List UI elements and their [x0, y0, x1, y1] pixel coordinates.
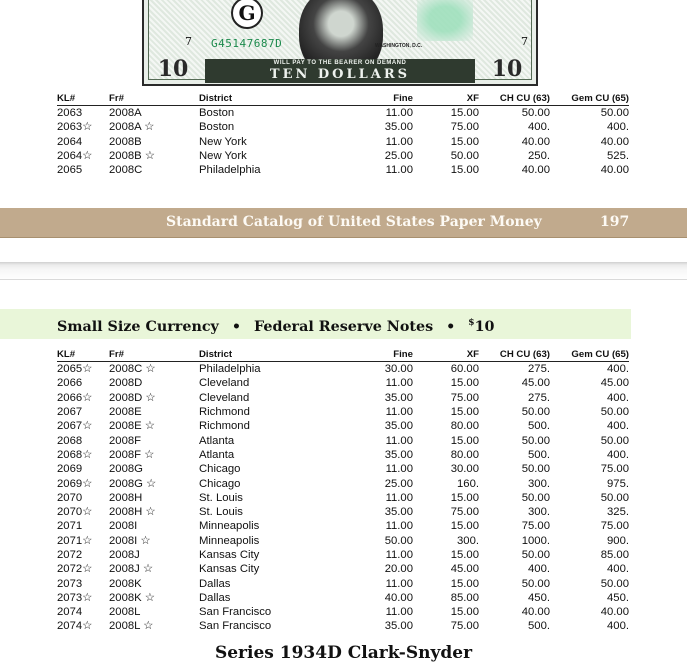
cell-gemcu: 40.00 [600, 164, 629, 177]
currency-symbol: $ [468, 318, 475, 328]
cell-district: Richmond [199, 420, 250, 433]
cell-fr: 2008D ☆ [109, 391, 156, 404]
table-row [57, 149, 629, 163]
cell-gemcu: 85.00 [600, 549, 629, 561]
table-row [57, 476, 629, 490]
cell-district: Richmond [199, 406, 250, 419]
cell-fr: 2008D [109, 377, 143, 390]
cell-xf: 75.00 [450, 506, 479, 519]
cell-fine: 11.00 [385, 577, 413, 590]
column-header-kl: KL# [57, 92, 109, 106]
table-row [57, 505, 629, 519]
cell-fr: 2008I ☆ [109, 534, 151, 547]
table-row [57, 491, 629, 505]
cell-xf: 15.00 [450, 135, 479, 148]
cell-gemcu: 400. [607, 420, 629, 433]
table-row [57, 462, 629, 476]
cell-gemcu: 75.00 [600, 463, 629, 476]
bullet-separator: • [231, 319, 241, 335]
cell-fine: 11.00 [385, 107, 413, 120]
federal-reserve-seal: G [231, 0, 263, 29]
cell-fine: 11.00 [385, 491, 413, 504]
section-category: Small Size Currency [57, 319, 219, 335]
page-number: 197 [600, 214, 630, 230]
cell-district: Kansas City [199, 549, 260, 561]
cell-fr: 2008G [109, 463, 143, 476]
cell-chcu: 50.00 [521, 577, 550, 590]
cell-xf: 15.00 [450, 520, 479, 533]
cell-fr: 2008J [109, 549, 140, 561]
column-header-gemcu: Gem CU (65) [550, 92, 629, 106]
cell-district: Cleveland [199, 391, 250, 404]
cell-fr: 2008B ☆ [109, 150, 155, 163]
table-row [57, 576, 629, 590]
cell-chcu: 275. [528, 391, 550, 404]
series-title: Series 1934D Clark-Snyder [214, 643, 473, 663]
cell-fine: 25.00 [384, 477, 413, 490]
cell-gemcu: 50.00 [600, 434, 629, 447]
cell-xf: 60.00 [450, 363, 479, 376]
cell-chcu: 400. [528, 563, 550, 576]
cell-gemcu: 325. [607, 506, 629, 519]
cell-district: Minneapolis [199, 534, 260, 547]
cell-kl: 2074 [57, 606, 83, 619]
cell-fr: 2008A ☆ [109, 121, 155, 134]
section-header [0, 309, 631, 339]
table-row [57, 362, 629, 377]
cell-xf: 80.00 [450, 420, 479, 433]
table-row [57, 120, 629, 134]
denomination-amount: 10 [474, 319, 495, 335]
column-header-xf: XF [413, 348, 479, 362]
cell-chcu: 400. [528, 121, 550, 134]
cell-district: San Francisco [199, 606, 272, 619]
column-header-kl: KL# [57, 348, 109, 362]
cell-fr: 2008E [109, 406, 142, 419]
serial-number: G45147687D [211, 37, 283, 50]
cell-kl: 2074☆ [57, 620, 93, 633]
cell-fr: 2008C [109, 164, 143, 177]
treasury-seal [417, 0, 473, 41]
cell-fine: 11.00 [385, 406, 413, 419]
cell-gemcu: 40.00 [600, 606, 629, 619]
cell-chcu: 45.00 [521, 377, 550, 390]
cell-gemcu: 50.00 [600, 107, 629, 120]
cell-district: San Francisco [199, 620, 272, 633]
cell-kl: 2073 [57, 577, 83, 590]
cell-fr: 2008F ☆ [109, 448, 155, 461]
cell-fine: 11.00 [385, 549, 413, 561]
cell-xf: 30.00 [450, 463, 479, 476]
cell-fine: 11.00 [385, 606, 413, 619]
cell-kl: 2066☆ [57, 391, 93, 404]
cell-gemcu: 40.00 [600, 135, 629, 148]
cell-xf: 75.00 [450, 121, 479, 134]
obligation-text: WILL PAY TO THE BEARER ON DEMAND [273, 60, 407, 66]
cell-gemcu: 400. [607, 563, 629, 576]
cell-fr: 2008L [109, 606, 141, 619]
cell-kl: 2064☆ [57, 150, 93, 163]
table-row [57, 534, 629, 548]
footer-title: Standard Catalog of United States Paper Money [166, 214, 542, 230]
cell-gemcu: 400. [607, 620, 629, 633]
column-header-fine: Fine [339, 92, 413, 106]
column-header-gemcu: Gem CU (65) [550, 348, 629, 362]
cell-xf: 80.00 [450, 448, 479, 461]
cell-kl: 2069 [57, 463, 83, 476]
cell-gemcu: 450. [607, 591, 629, 604]
section-subcategory: Federal Reserve Notes [254, 319, 434, 335]
cell-chcu: 250. [528, 150, 550, 163]
cell-gemcu: 75.00 [600, 520, 629, 533]
cell-fine: 35.00 [384, 620, 413, 633]
catalog-table-top [57, 92, 629, 177]
cell-district: Atlanta [199, 434, 235, 447]
cell-gemcu: 400. [607, 448, 629, 461]
cell-district: St. Louis [199, 491, 243, 504]
banknote-image [142, 0, 538, 86]
cell-fine: 35.00 [384, 448, 413, 461]
cell-district: Minneapolis [199, 520, 260, 533]
table-row [57, 448, 629, 462]
cell-xf: 15.00 [450, 377, 479, 390]
table-row [57, 106, 629, 121]
cell-xf: 75.00 [450, 391, 479, 404]
cell-fr: 2008A [109, 107, 142, 120]
table-row [57, 519, 629, 533]
cell-district: Dallas [199, 591, 231, 604]
cell-gemcu: 400. [607, 391, 629, 404]
cell-chcu: 275. [528, 363, 550, 376]
cell-district: Boston [199, 121, 235, 134]
cell-district: St. Louis [199, 506, 243, 519]
cell-chcu: 40.00 [521, 135, 550, 148]
cell-xf: 85.00 [450, 591, 479, 604]
cell-fr: 2008H ☆ [109, 506, 156, 519]
cell-gemcu: 50.00 [600, 491, 629, 504]
cell-chcu: 40.00 [521, 606, 550, 619]
column-header-xf: XF [413, 92, 479, 106]
cell-chcu: 300. [528, 506, 550, 519]
cell-fine: 11.00 [385, 520, 413, 533]
cell-chcu: 50.00 [521, 463, 550, 476]
cell-kl: 2068☆ [57, 448, 93, 461]
cell-gemcu: 400. [607, 363, 629, 376]
catalog-table-bottom [57, 348, 629, 634]
cell-chcu: 1000. [521, 534, 550, 547]
cell-fine: 35.00 [384, 420, 413, 433]
cell-kl: 2064 [57, 135, 83, 148]
corner-value-right: 10 [491, 56, 523, 82]
cell-kl: 2071 [57, 520, 83, 533]
cell-kl: 2068 [57, 434, 83, 447]
table-row [57, 562, 629, 576]
cell-fine: 40.00 [384, 591, 413, 604]
cell-fr: 2008J ☆ [109, 563, 154, 576]
cell-fr: 2008H [109, 491, 143, 504]
cell-kl: 2067 [57, 406, 83, 419]
cell-fine: 11.00 [385, 377, 413, 390]
cell-fr: 2008G ☆ [109, 477, 157, 490]
cell-fine: 11.00 [385, 463, 413, 476]
cell-district: Dallas [199, 577, 231, 590]
cell-fine: 11.00 [385, 434, 413, 447]
cell-chcu: 75.00 [521, 520, 550, 533]
cell-kl: 2065☆ [57, 363, 93, 376]
cell-fine: 11.00 [385, 164, 413, 177]
cell-district: New York [199, 135, 247, 148]
cell-kl: 2067☆ [57, 420, 93, 433]
cell-kl: 2071☆ [57, 534, 93, 547]
cell-chcu: 50.00 [521, 406, 550, 419]
plate-number-right: 7 [521, 35, 528, 48]
cell-kl: 2069☆ [57, 477, 93, 490]
cell-fine: 11.00 [385, 135, 413, 148]
cell-kl: 2063 [57, 107, 83, 120]
cell-xf: 15.00 [450, 549, 479, 561]
section-header-text [57, 309, 494, 341]
plate-number-left: 7 [185, 35, 192, 48]
table-row [57, 405, 629, 419]
cell-xf: 15.00 [450, 164, 479, 177]
cell-fr: 2008L ☆ [109, 620, 154, 633]
cell-gemcu: 400. [607, 121, 629, 134]
table-row [57, 135, 629, 149]
column-header-district: District [199, 348, 339, 362]
page-separator-line [0, 279, 687, 280]
cell-gemcu: 45.00 [600, 377, 629, 390]
table-row [57, 605, 629, 619]
cell-district: Philadelphia [199, 363, 261, 376]
table-row [57, 619, 629, 633]
banknote-engraving [148, 0, 532, 80]
cell-chcu: 40.00 [521, 164, 550, 177]
column-header-fine: Fine [339, 348, 413, 362]
cell-chcu: 450. [528, 591, 550, 604]
cell-xf: 15.00 [450, 577, 479, 590]
cell-gemcu: 525. [607, 150, 629, 163]
table-row [57, 548, 629, 562]
column-header-chcu: CH CU (63) [479, 92, 550, 106]
cell-xf: 15.00 [450, 491, 479, 504]
cell-chcu: 50.00 [521, 107, 550, 120]
cell-district: Chicago [199, 463, 241, 476]
cell-fr: 2008B [109, 135, 142, 148]
cell-gemcu: 975. [607, 477, 629, 490]
column-header-fr: Fr# [109, 92, 199, 106]
column-header-fr: Fr# [109, 348, 199, 362]
cell-district: Atlanta [199, 448, 235, 461]
cell-xf: 75.00 [450, 620, 479, 633]
cell-xf: 15.00 [450, 107, 479, 120]
cell-gemcu: 50.00 [600, 406, 629, 419]
cell-fr: 2008F [109, 434, 142, 447]
cell-fr: 2008K ☆ [109, 591, 155, 604]
table-row [57, 391, 629, 405]
cell-xf: 15.00 [450, 406, 479, 419]
table-row [57, 376, 629, 390]
cell-kl: 2072☆ [57, 563, 93, 576]
denomination-text: TEN DOLLARS [269, 67, 411, 82]
cell-chcu: 500. [528, 420, 550, 433]
cell-fr: 2008K [109, 577, 142, 590]
cell-district: Boston [199, 107, 235, 120]
cell-chcu: 500. [528, 448, 550, 461]
cell-district: Kansas City [199, 563, 260, 576]
cell-chcu: 50.00 [521, 491, 550, 504]
cell-fr: 2008E ☆ [109, 420, 155, 433]
cell-fine: 30.00 [384, 363, 413, 376]
cell-district: Philadelphia [199, 164, 261, 177]
denomination-band [205, 59, 475, 83]
cell-chcu: 50.00 [521, 549, 550, 561]
table-row [57, 433, 629, 447]
cell-district: New York [199, 150, 247, 163]
issue-city: WASHINGTON, D.C. [375, 43, 423, 49]
corner-value-left: 10 [157, 56, 189, 82]
cell-gemcu: 50.00 [600, 577, 629, 590]
cell-fine: 25.00 [384, 150, 413, 163]
cell-fine: 35.00 [384, 391, 413, 404]
table-header-row [57, 92, 629, 106]
cell-gemcu: 900. [607, 534, 629, 547]
cell-kl: 2070☆ [57, 506, 93, 519]
table-header-row [57, 348, 629, 362]
table-row [57, 591, 629, 605]
table-row [57, 419, 629, 433]
cell-xf: 15.00 [450, 434, 479, 447]
cell-fine: 50.00 [384, 534, 413, 547]
cell-fine: 35.00 [384, 506, 413, 519]
cell-fr: 2008C ☆ [109, 363, 156, 376]
cell-fine: 20.00 [384, 563, 413, 576]
cell-kl: 2066 [57, 377, 83, 390]
column-header-chcu: CH CU (63) [479, 348, 550, 362]
bullet-separator: • [446, 319, 456, 335]
cell-xf: 50.00 [450, 150, 479, 163]
column-header-district: District [199, 92, 339, 106]
cell-chcu: 50.00 [521, 434, 550, 447]
cell-kl: 2070 [57, 491, 83, 504]
cell-kl: 2073☆ [57, 591, 93, 604]
cell-kl: 2072 [57, 549, 83, 561]
cell-xf: 15.00 [450, 606, 479, 619]
cell-district: Chicago [199, 477, 241, 490]
cell-xf: 160. [457, 477, 479, 490]
cell-district: Cleveland [199, 377, 250, 390]
table-row [57, 163, 629, 177]
cell-chcu: 300. [528, 477, 550, 490]
cell-xf: 45.00 [450, 563, 479, 576]
cell-kl: 2063☆ [57, 121, 93, 134]
cell-fr: 2008I [109, 520, 138, 533]
page-footer-bar [0, 208, 687, 238]
cell-xf: 300. [457, 534, 479, 547]
cell-chcu: 500. [528, 620, 550, 633]
cell-kl: 2065 [57, 164, 83, 177]
cell-fine: 35.00 [384, 121, 413, 134]
